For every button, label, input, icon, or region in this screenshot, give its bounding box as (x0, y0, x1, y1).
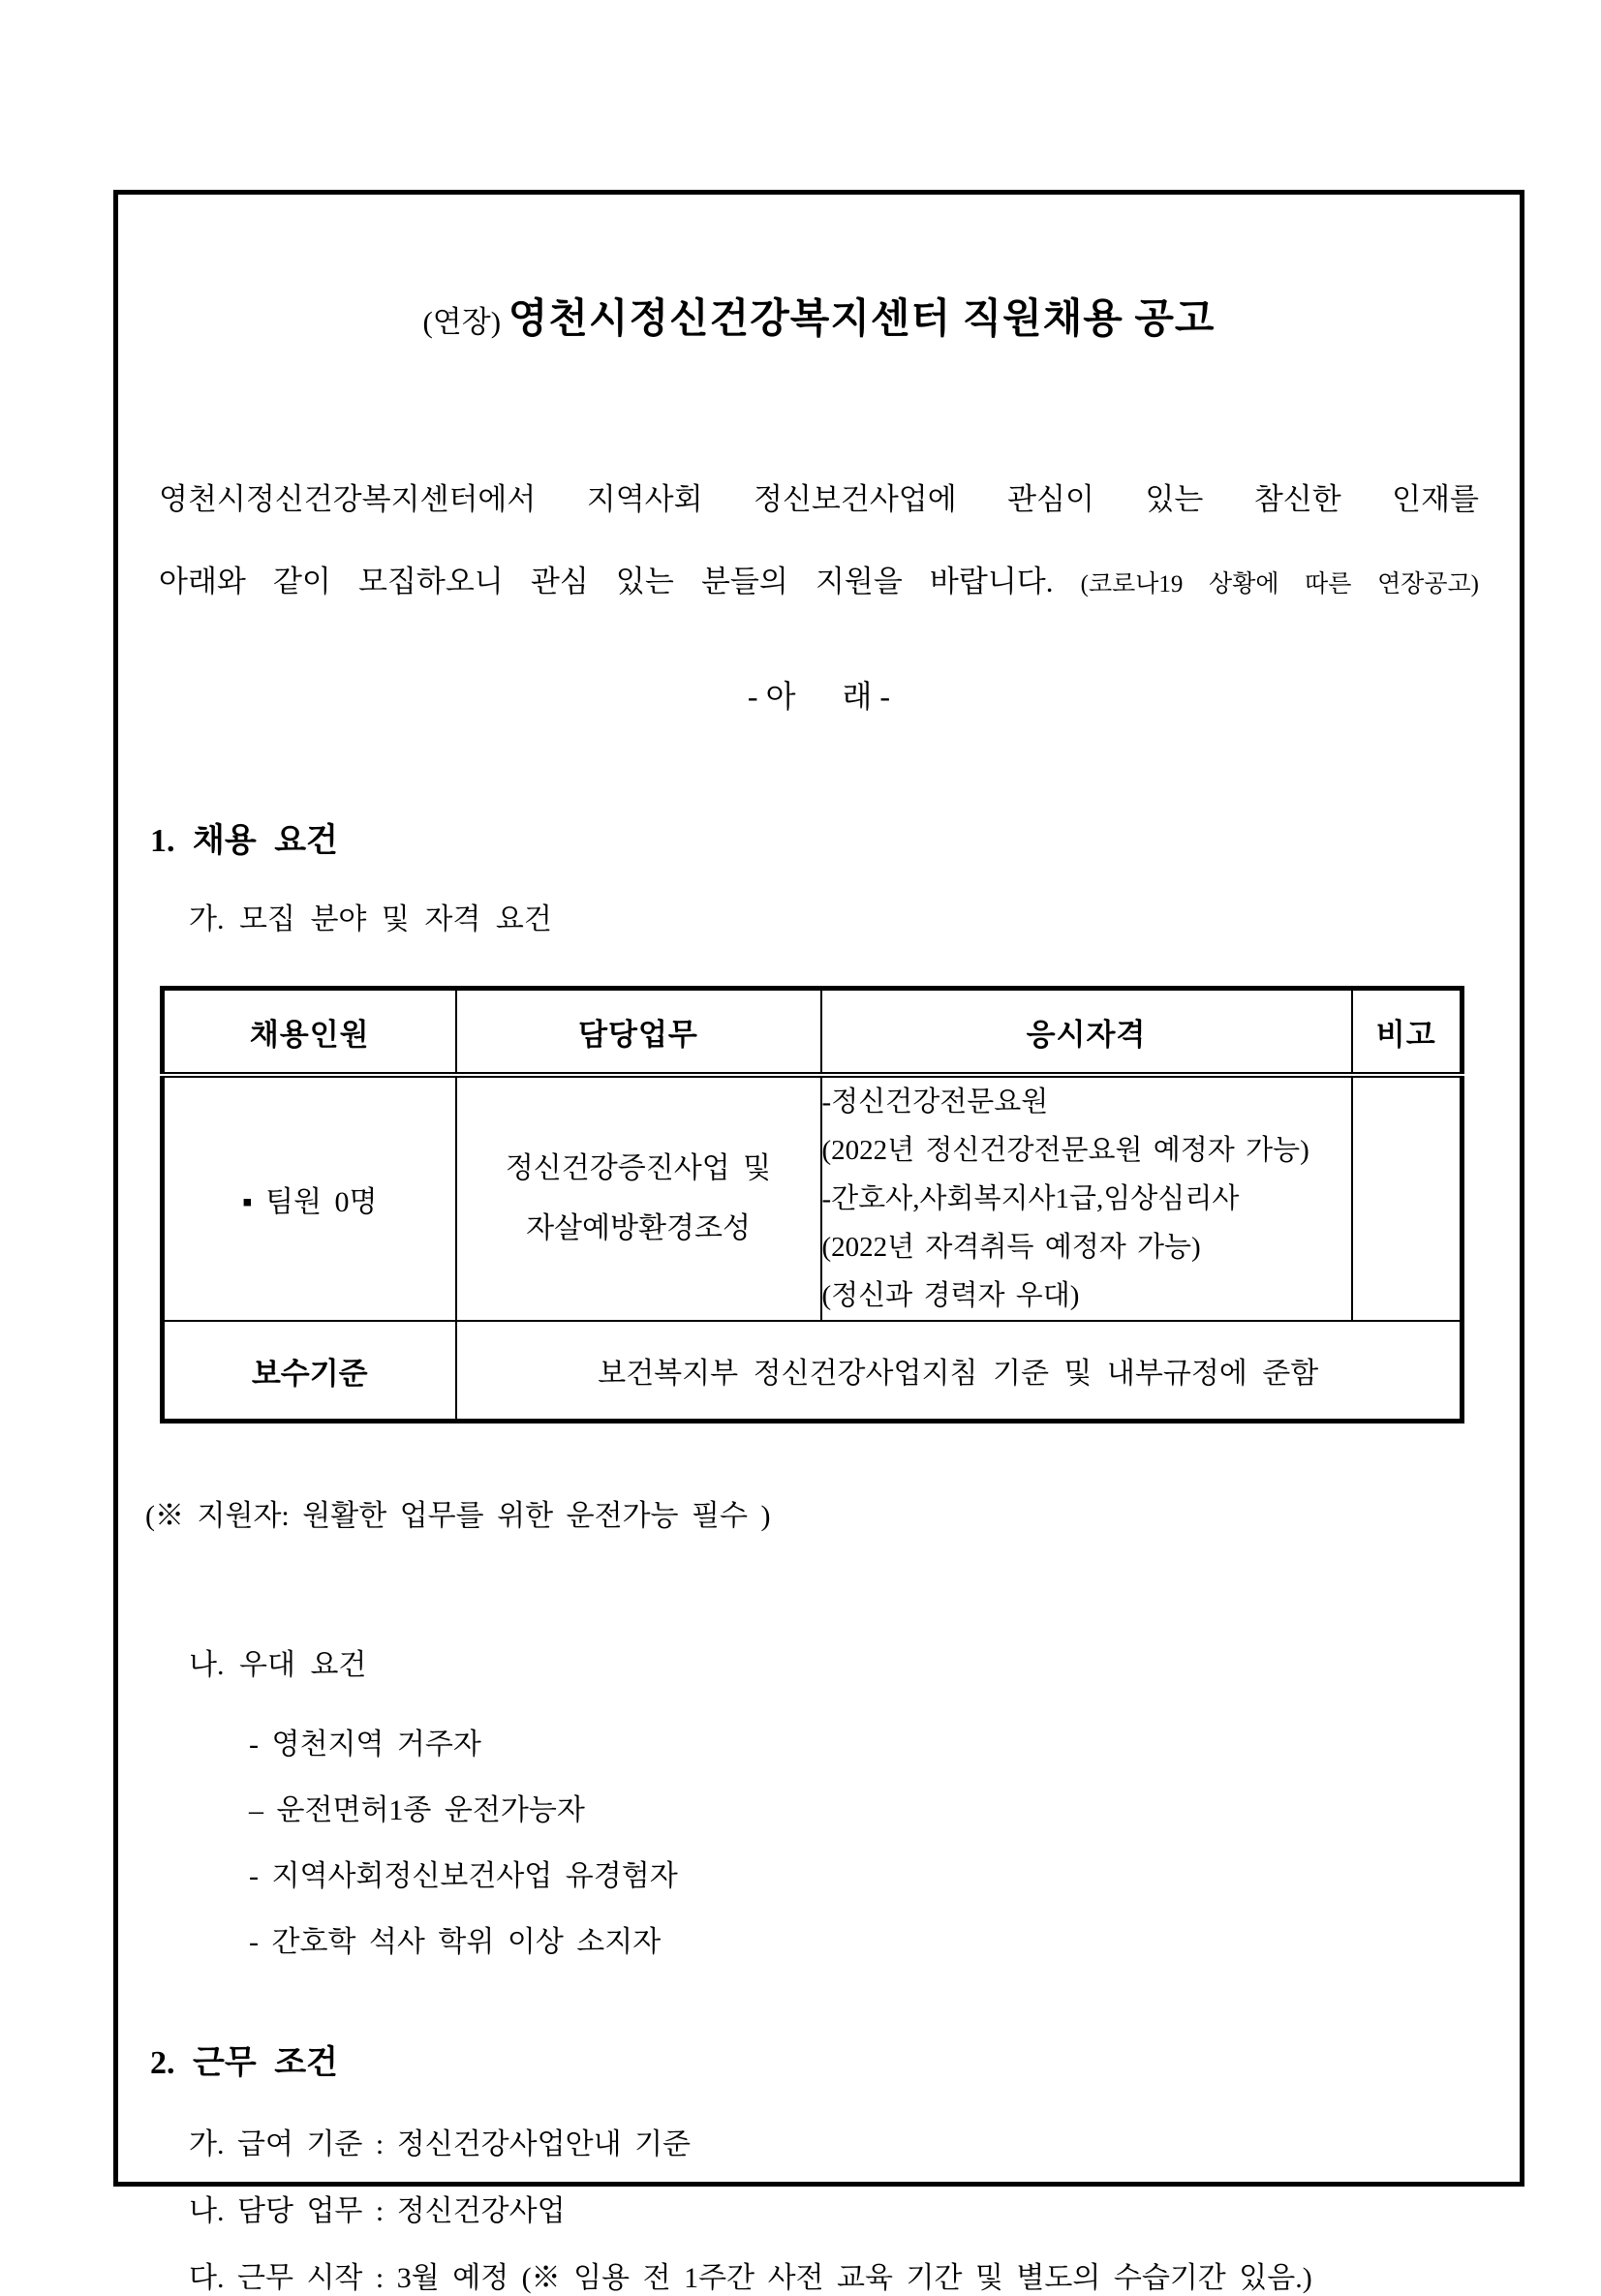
qualification-line: (2022년 자격취득 예정자 가능) (821, 1232, 1201, 1263)
qualification-line: -정신건강전문요원 (821, 1087, 1049, 1117)
document-title (118, 287, 1520, 345)
table-row (163, 1321, 1462, 1422)
cell-recruit-count: ▪ 팀원 0명 (163, 1075, 456, 1321)
header-qualification: 응시자격 (821, 989, 1352, 1076)
table-header-row (163, 989, 1462, 1076)
qualification-line: -간호사,사회복지사1급,임상심리사 (821, 1183, 1240, 1214)
intro-line-1: 영천시정신건강복지센터에서 지역사회 정신보건사업에 관심이 있는 참신한 인재를 (159, 482, 1479, 516)
table-row (163, 1075, 1462, 1321)
list-item: 다. 근무 시작 : 3월 예정 (※ 임용 전 1주간 사전 교육 기간 및 별도의 수습기간 있음.) (189, 2262, 1312, 2294)
list-item: - 지역사회정신보건사업 유경험자 (249, 1860, 678, 1892)
section1-sub-b: 나. 우대 요건 (189, 1649, 367, 1681)
intro-line-2-text: 아래와 같이 모집하오니 관심 있는 분들의 지원을 바랍니다. (159, 565, 1081, 598)
cell-pay-label: 보수기준 (163, 1321, 456, 1422)
list-item: - 영천지역 거주자 (249, 1729, 481, 1760)
page-border-frame (113, 190, 1524, 2294)
qualification-line: (정신과 경력자 우대) (821, 1280, 1080, 1311)
cell-qualification (821, 1075, 1352, 1321)
recruitment-table (160, 986, 1464, 1424)
section1-heading: 1. 채용 요건 (150, 823, 338, 859)
cell-pay-value: 보건복지부 정신건강사업지침 기준 및 내부규정에 준함 (456, 1321, 1462, 1422)
cell-remarks (1352, 1075, 1462, 1321)
cell-duty (456, 1075, 821, 1321)
list-item: - 간호학 석사 학위 이상 소지자 (249, 1926, 662, 1958)
below-divider: - 아 래 - (747, 679, 891, 714)
section1-sub-a: 가. 모집 분야 및 자격 요건 (189, 903, 552, 935)
qualification-line: (2022년 정신건강전문요원 예정자 가능) (821, 1135, 1309, 1166)
intro-extension-note: (코로나19 상황에 따른 연장공고) (1080, 571, 1480, 597)
list-item: 나. 담당 업무 : 정신건강사업 (189, 2195, 566, 2227)
title-prefix: (연장) (422, 305, 508, 339)
header-recruit-count: 채용인원 (163, 989, 456, 1076)
driver-requirement-note: (※ 지원자: 원활한 업무를 위한 운전가능 필수 ) (145, 1500, 771, 1532)
header-remarks: 비고 (1352, 989, 1462, 1076)
intro-paragraph (159, 480, 1479, 604)
header-duty: 담당업무 (456, 989, 821, 1076)
section2-heading: 2. 근무 조건 (150, 2045, 338, 2081)
title-main: 영천시정신건강복지센터 직원채용 공고 (508, 297, 1216, 342)
list-item: 가. 급여 기준 : 정신건강사업안내 기준 (189, 2128, 692, 2160)
duty-line-1: 정신건강증진사업 및 (505, 1152, 772, 1184)
intro-line-2 (159, 563, 1479, 604)
duty-line-2: 자살예방환경조성 (526, 1212, 751, 1244)
list-item: – 운전면허1종 운전가능자 (249, 1794, 585, 1826)
